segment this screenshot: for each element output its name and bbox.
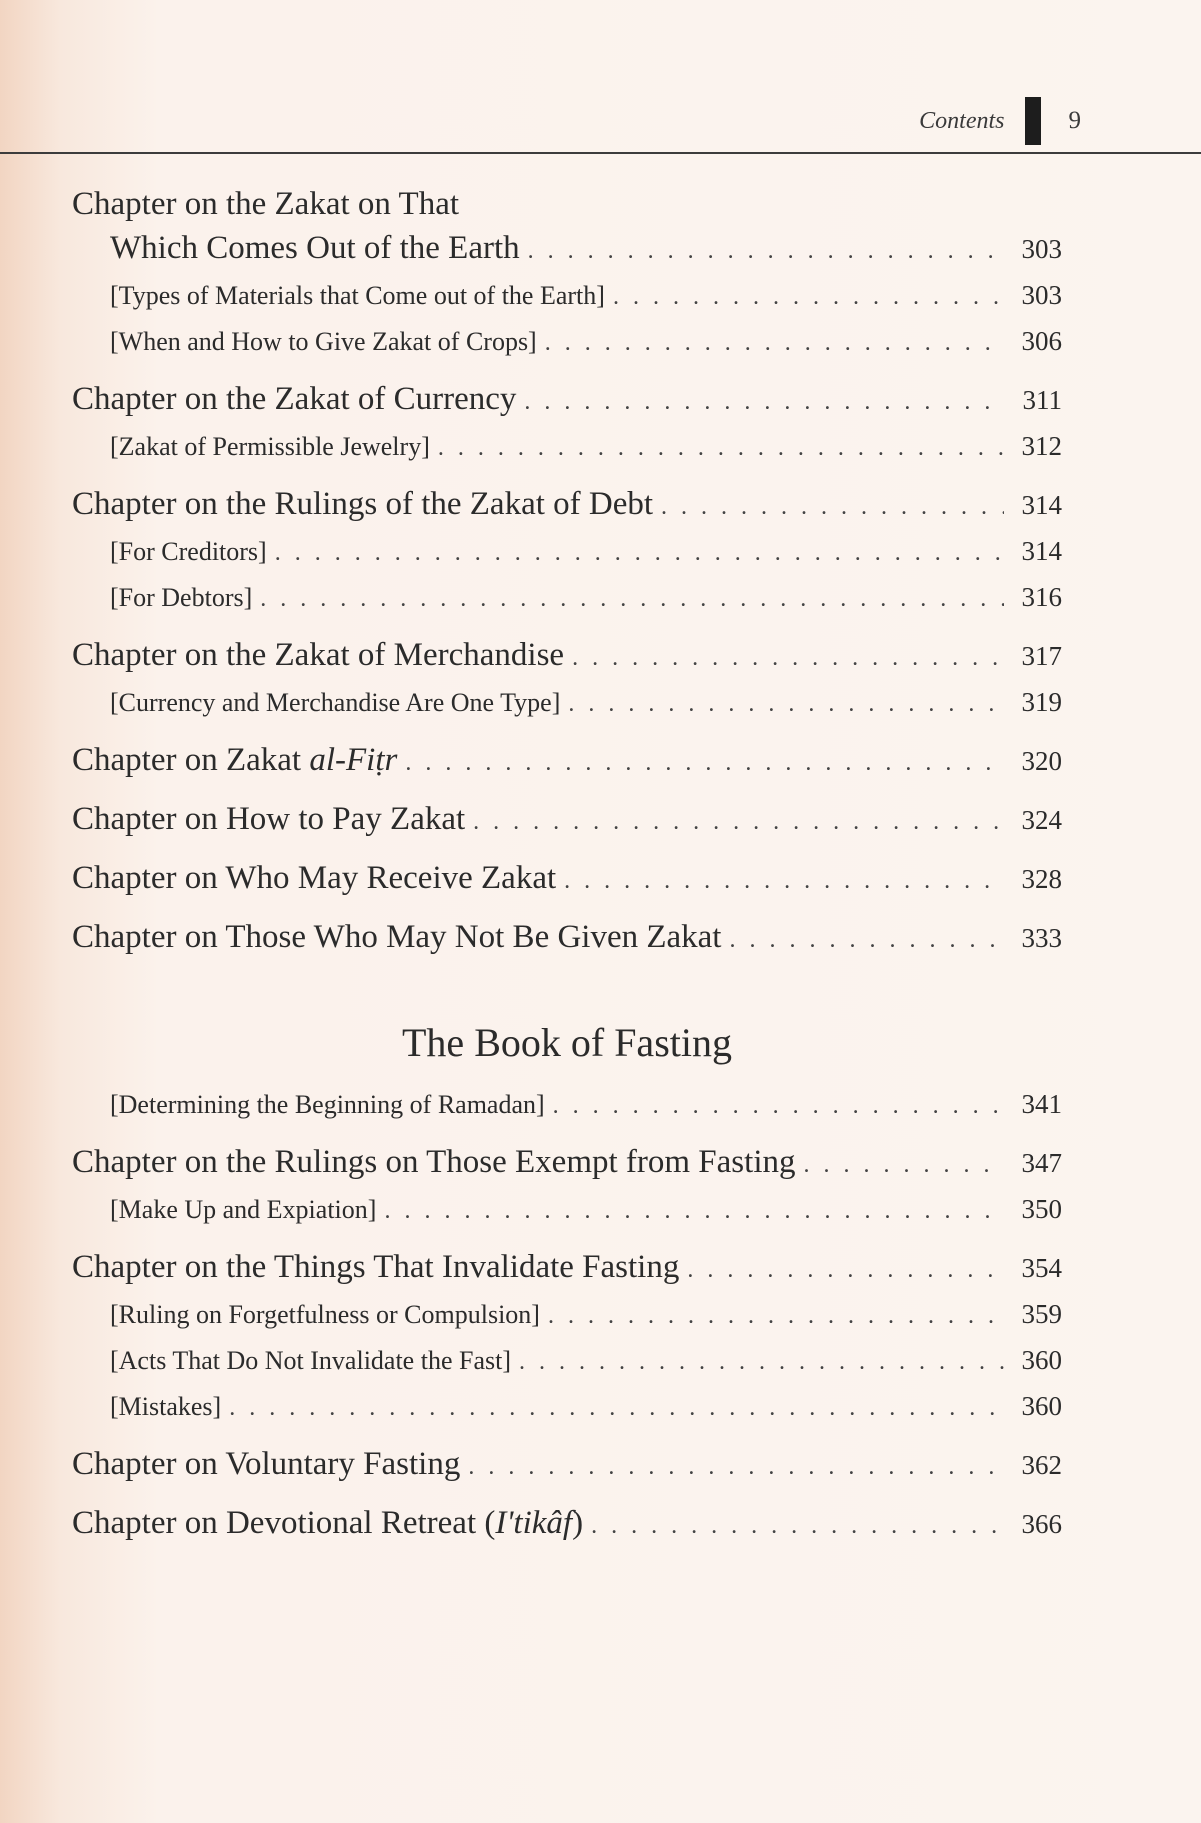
toc-entry-label: Chapter on How to Pay Zakat: [72, 801, 466, 837]
toc-page-number: 319: [1021, 687, 1062, 717]
toc-subentry[interactable]: [72, 1292, 1062, 1338]
section-title-book-of-fasting[interactable]: The Book of Fasting: [402, 1020, 732, 1065]
toc-page-number: 333: [1021, 923, 1062, 953]
dot-leader: [384, 1189, 1004, 1233]
running-header: [919, 96, 1081, 146]
toc-page-number: 317: [1021, 641, 1062, 671]
toc-entry-label: Chapter on Who May Receive Zakat: [72, 860, 557, 896]
dot-leader: [260, 577, 1004, 621]
toc-page-number: 303: [1021, 280, 1062, 310]
toc-page-number: 312: [1021, 431, 1062, 461]
toc-entry-label: [72, 738, 397, 782]
toc-subentry-label: [Mistakes]: [110, 1392, 222, 1421]
dot-leader: [524, 380, 1004, 424]
dot-leader: [661, 485, 1004, 529]
toc-entry-devotional-retreat[interactable]: [72, 1501, 1062, 1548]
toc-subentry-label: [Types of Materials that Come out of the Earth]: [110, 281, 605, 310]
toc-page-number: 359: [1021, 1299, 1062, 1329]
dot-leader: [275, 531, 1004, 575]
toc-page-number: 350: [1021, 1194, 1062, 1224]
toc-subentry[interactable]: [72, 273, 1062, 319]
toc-entry-label: [72, 1501, 583, 1545]
toc-entry-label-prefix: Chapter on Zakat: [72, 742, 310, 778]
dot-leader: [545, 321, 1004, 365]
toc-entry-label-suffix: ): [572, 1505, 584, 1541]
toc-entry-ramadan[interactable]: [72, 1082, 1062, 1128]
toc-subentry-label: [Make Up and Expiation]: [110, 1195, 377, 1224]
dot-leader: [405, 741, 1004, 785]
toc-subentry-label: [Currency and Merchandise Are One Type]: [110, 688, 561, 717]
table-of-contents: [72, 182, 1062, 1548]
dot-leader: [564, 859, 1004, 903]
toc-subentry[interactable]: [72, 529, 1062, 575]
toc-entry-label: Chapter on the Things That Invalidate Fasting: [72, 1249, 680, 1285]
toc-subentry-label: [Acts That Do Not Invalidate the Fast]: [110, 1346, 511, 1375]
toc-page-number: 314: [1021, 490, 1062, 520]
toc-entry-invalidate-fasting[interactable]: [72, 1245, 1062, 1292]
toc-entry-label: Which Comes Out of the Earth: [110, 230, 520, 266]
toc-page-number: 303: [1021, 234, 1062, 264]
toc-subentry[interactable]: [72, 319, 1062, 365]
toc-page-number: 316: [1021, 582, 1062, 612]
toc-subentry-label: [Ruling on Forgetfulness or Compulsion]: [110, 1300, 540, 1329]
dot-leader: [804, 1143, 1005, 1187]
toc-entry-zakat-earth[interactable]: [72, 226, 1062, 273]
toc-entry-label: Chapter on the Zakat of Merchandise: [72, 637, 565, 673]
toc-entry-label: Chapter on Those Who May Not Be Given Zakat: [72, 919, 722, 955]
dot-leader: [553, 1084, 1004, 1128]
toc-subentry-label: [For Creditors]: [110, 537, 267, 566]
toc-subentry[interactable]: [72, 1338, 1062, 1384]
toc-page-number: 328: [1021, 864, 1062, 894]
toc-subentry-label: [Determining the Beginning of Ramadan]: [110, 1090, 545, 1119]
toc-entry-label-italic: al-Fiṭr: [309, 742, 398, 778]
toc-page-number: 311: [1022, 385, 1062, 415]
toc-entry-voluntary-fasting[interactable]: [72, 1442, 1062, 1489]
dot-leader: [613, 275, 1004, 319]
dot-leader: [729, 918, 1004, 962]
toc-page-number: 341: [1021, 1089, 1062, 1119]
toc-entry-label-prefix: Chapter on Devotional Retreat (: [72, 1505, 496, 1541]
toc-subentry[interactable]: [72, 1187, 1062, 1233]
toc-entry-label-italic: I'tikâf: [495, 1505, 573, 1541]
toc-page-number: 354: [1021, 1253, 1062, 1283]
toc-page-number: 314: [1021, 536, 1062, 566]
header-black-bar: [1025, 97, 1041, 145]
toc-entry-label: Chapter on the Rulings on Those Exempt from Fasting: [72, 1144, 796, 1180]
toc-subentry-label: [When and How to Give Zakat of Crops]: [110, 327, 537, 356]
toc-entry-receive-zakat[interactable]: [72, 856, 1062, 903]
dot-leader: [591, 1504, 1004, 1548]
toc-page-number: 360: [1021, 1391, 1062, 1421]
toc-page-number: 360: [1021, 1345, 1062, 1375]
toc-page-number: 362: [1021, 1450, 1062, 1480]
dot-leader: [229, 1386, 1004, 1430]
toc-page-number: 306: [1021, 326, 1062, 356]
dot-leader: [519, 1340, 1004, 1384]
toc-entry-label: Chapter on the Rulings of the Zakat of Debt: [72, 486, 654, 522]
toc-subentry-label: [For Debtors]: [110, 583, 253, 612]
toc-entry-not-given-zakat[interactable]: [72, 915, 1062, 962]
toc-entry-label: Chapter on Voluntary Fasting: [72, 1446, 461, 1482]
dot-leader: [572, 636, 1004, 680]
toc-subentry[interactable]: [72, 680, 1062, 726]
toc-subentry[interactable]: [72, 575, 1062, 621]
toc-page-number: 320: [1021, 746, 1062, 776]
toc-entry-exempt-from-fasting[interactable]: [72, 1140, 1062, 1187]
header-title: Contents: [919, 107, 1005, 134]
toc-page-number: 366: [1021, 1509, 1062, 1539]
toc-page-number: 347: [1021, 1148, 1062, 1178]
dot-leader: [468, 1445, 1004, 1489]
header-rule: [0, 152, 1201, 154]
toc-subentry-label: [Zakat of Permissible Jewelry]: [110, 432, 430, 461]
toc-entry-zakat-currency[interactable]: [72, 377, 1062, 424]
toc-entry-label: Chapter on the Zakat of Currency: [72, 381, 517, 417]
toc-entry-zakat-debt[interactable]: [72, 482, 1062, 529]
dot-leader: [687, 1248, 1004, 1292]
dot-leader: [568, 682, 1004, 726]
toc-subentry[interactable]: [72, 424, 1062, 470]
dot-leader: [548, 1294, 1004, 1338]
toc-entry-zakat-al-fitr[interactable]: [72, 738, 1062, 785]
toc-entry-zakat-earth-line1: [72, 182, 1062, 226]
page-number: 9: [1068, 107, 1081, 134]
dot-leader: [528, 229, 1004, 273]
toc-entry-label: Chapter on the Zakat on That: [72, 186, 460, 222]
toc-page-number: 324: [1021, 805, 1062, 835]
toc-entry-zakat-merchandise[interactable]: [72, 633, 1062, 680]
dot-leader: [438, 426, 1004, 470]
toc-subentry[interactable]: [72, 1384, 1062, 1430]
toc-entry-pay-zakat[interactable]: [72, 797, 1062, 844]
dot-leader: [473, 800, 1004, 844]
